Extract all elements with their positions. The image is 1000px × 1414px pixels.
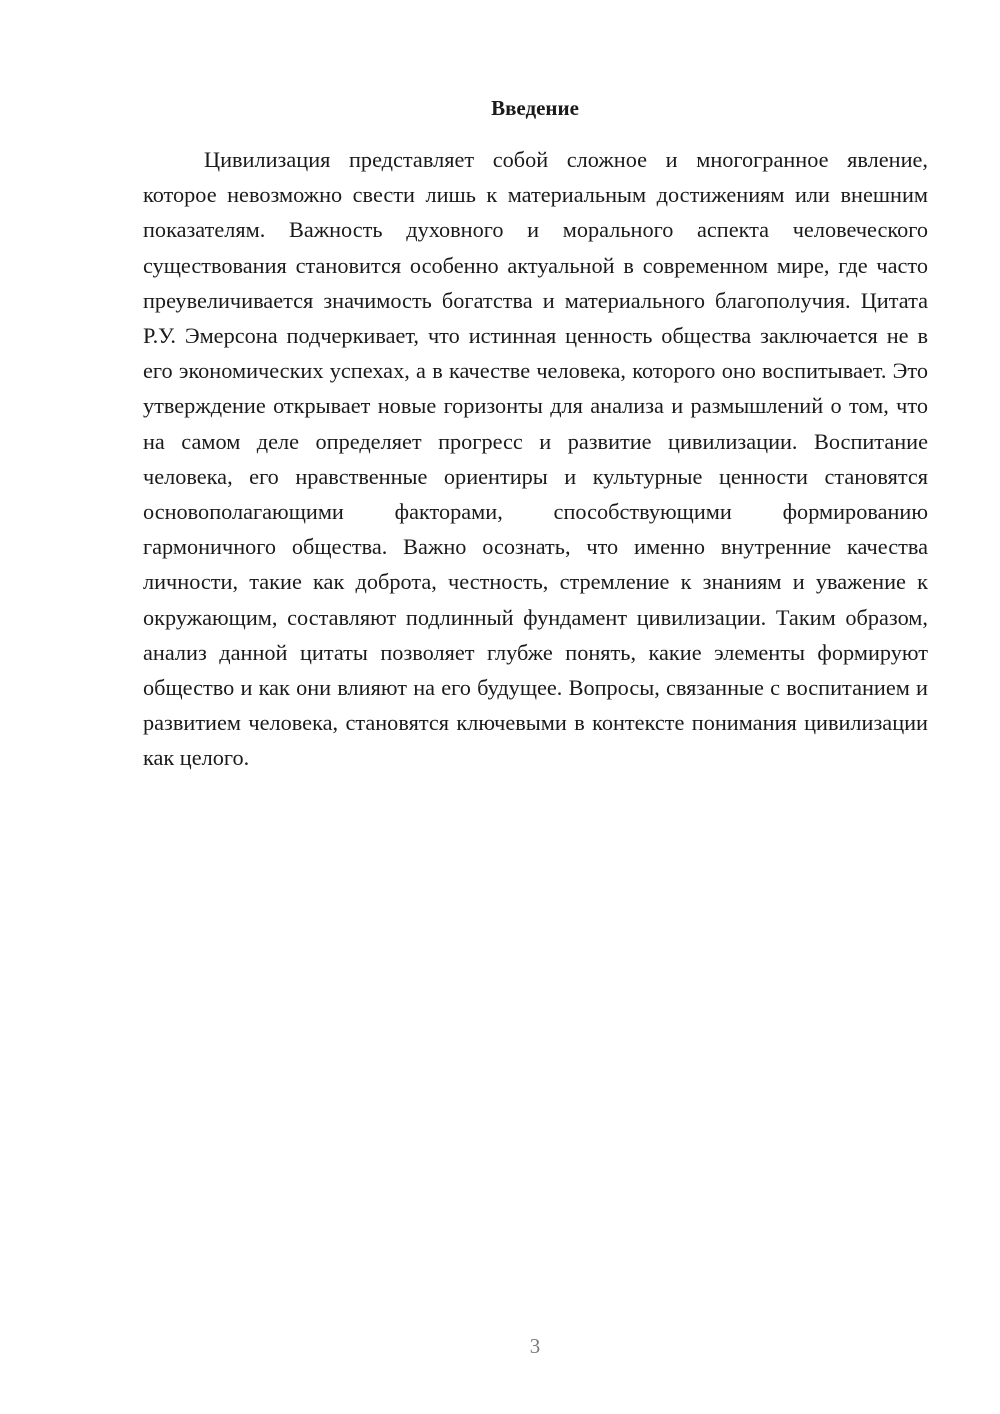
body-paragraph: Цивилизация представляет собой сложное и многогранное явление, которое невозможно свести лишь к материальным достижениям или внешним показателям. Важность духовного и морального аспекта человеческого существования становится особенно актуальной в современном мире, где часто преувеличивается значимость богатства и материального благополучия. Цитата Р.У. Эмерсона подчеркивает, что истинная ценность общества заключается не в его экономических успехах, а в качестве человека, которого оно воспитывает. Это утверждение открывает новые горизонты для анализа и размышлений о том, что на самом деле определяет прогресс и развитие цивилизации. Воспитание человека, его нравственные ориентиры и культурные ценности становятся основополагающими факторами, способствующими формированию гармоничного общества. Важно осознать, что именно внутренние качества личности, такие как доброта, честность, стремление к знаниям и уважение к окружающим, составляют подлинный фундамент цивилизации. Таким образом, анализ данной цитаты позволяет глубже понять, какие элементы формируют общество и как они влияют на его будущее. Вопросы, связанные с воспитанием и развитием человека, становятся ключевыми в контексте понимания цивилизации как целого. [143,147,928,771]
section-heading: Введение [491,96,579,120]
page-number: 3 [529,1334,541,1358]
